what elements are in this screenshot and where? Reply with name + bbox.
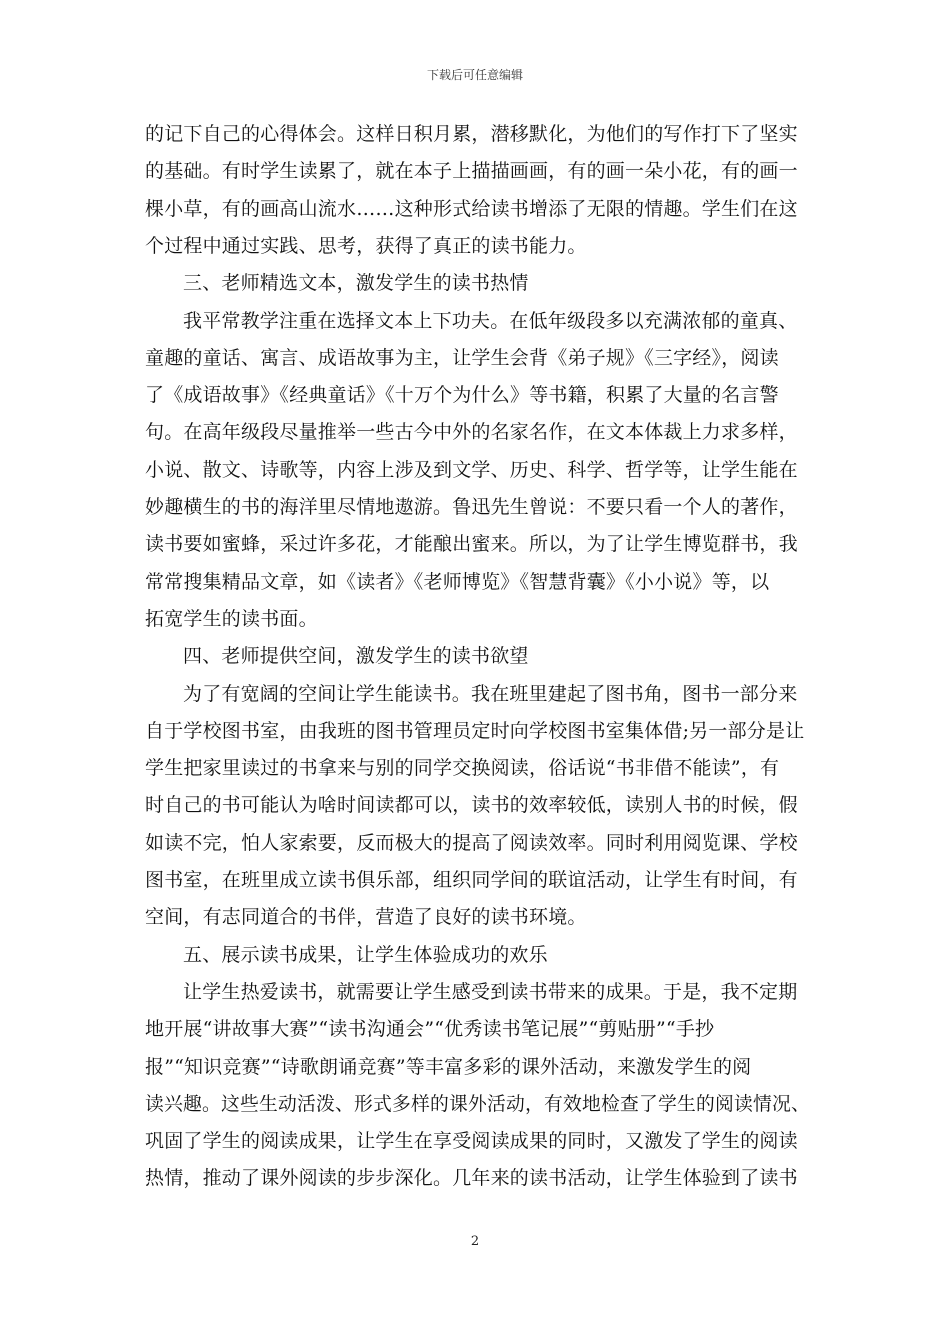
paragraph-first-line: 五、展示读书成果，让学生体验成功的欢乐 bbox=[183, 944, 548, 966]
paragraph-line: 棵小草，有的画高山流水……这种形式给读书增添了无限的情趣。学生们在这 bbox=[145, 198, 798, 220]
paragraph-line: 个过程中通过实践、思考，获得了真正的读书能力。 bbox=[145, 235, 587, 257]
paragraph-line: 常常搜集精品文章，如《读者》《老师博览》《智慧背囊》《小小说》等，以 bbox=[145, 571, 770, 593]
paragraph-first-line: 我平常教学注重在选择文本上下功夫。在低年级段多以充满浓郁的童真、 bbox=[183, 310, 798, 332]
paragraph-line: 小说、散文、诗歌等，内容上涉及到文学、历史、科学、哲学等，让学生能在 bbox=[145, 459, 798, 481]
paragraph-line: 自于学校图书室，由我班的图书管理员定时向学校图书室集体借;另一部分是让 bbox=[145, 720, 805, 742]
page-header: 下载后可任意编辑 bbox=[426, 68, 523, 82]
paragraph-line: 地开展“讲故事大赛”“读书沟通会”“优秀读书笔记展”“剪贴册”“手抄 bbox=[145, 1018, 715, 1040]
paragraph-first-line: 让学生热爱读书，就需要让学生感受到读书带来的成果。于是，我不定期 bbox=[183, 981, 798, 1003]
paragraph-line: 热情，推动了课外阅读的步步深化。几年来的读书活动，让学生体验到了读书 bbox=[145, 1167, 798, 1189]
paragraph-line: 读书要如蜜蜂，采过许多花，才能酿出蜜来。所以，为了让学生博览群书，我 bbox=[145, 533, 798, 555]
paragraph-line: 童趣的童话、寓言、成语故事为主，让学生会背《弟子规》《三字经》，阅读 bbox=[145, 347, 779, 369]
paragraph-first-line: 为了有宽阔的空间让学生能读书。我在班里建起了图书角，图书一部分来 bbox=[183, 683, 798, 705]
paragraph-line: 图书室，在班里成立读书俱乐部，组织同学间的联谊活动，让学生有时间，有 bbox=[145, 869, 798, 891]
paragraph-line: 报”“知识竞赛”“诗歌朗诵竞赛”等丰富多彩的课外活动，来激发学生的阅 bbox=[145, 1056, 752, 1078]
paragraph-line: 学生把家里读过的书拿来与别的同学交换阅读，俗话说“书非借不能读”，有 bbox=[145, 757, 780, 779]
paragraph-line: 读兴趣。这些生动活泼、形式多样的课外活动，有效地检查了学生的阅读情况、 bbox=[145, 1093, 811, 1115]
paragraph-line: 的基础。有时学生读累了，就在本子上描描画画，有的画一朵小花，有的画一 bbox=[145, 160, 798, 182]
paragraph-line: 巩固了学生的阅读成果，让学生在享受阅读成果的同时，又激发了学生的阅读 bbox=[145, 1130, 798, 1152]
paragraph-first-line: 三、老师精选文本，激发学生的读书热情 bbox=[183, 272, 529, 294]
paragraph-first-line: 四、老师提供空间，激发学生的读书欲望 bbox=[183, 645, 529, 667]
paragraph-line: 的记下自己的心得体会。这样日积月累，潜移默化，为他们的写作打下了坚实 bbox=[145, 123, 798, 145]
page-number: 2 bbox=[470, 1234, 480, 1249]
paragraph-line: 空间，有志同道合的书伴，营造了良好的读书环境。 bbox=[145, 906, 587, 928]
paragraph-line: 时自己的书可能认为啥时间读都可以，读书的效率较低，读别人书的时候，假 bbox=[145, 794, 798, 816]
paragraph-line: 了《成语故事》《经典童话》《十万个为什么》等书籍，积累了大量的名言警 bbox=[145, 384, 779, 406]
paragraph-line: 如读不完，怕人家索要，反而极大的提高了阅读效率。同时利用阅览课、学校 bbox=[145, 832, 798, 854]
paragraph-line: 妙趣横生的书的海洋里尽情地遨游。鲁迅先生曾说：不要只看一个人的著作， bbox=[145, 496, 798, 518]
paragraph-line: 句。在高年级段尽量推举一些古今中外的名家名作，在文本体裁上力求多样， bbox=[145, 421, 798, 443]
paragraph-line: 拓宽学生的读书面。 bbox=[145, 608, 318, 630]
